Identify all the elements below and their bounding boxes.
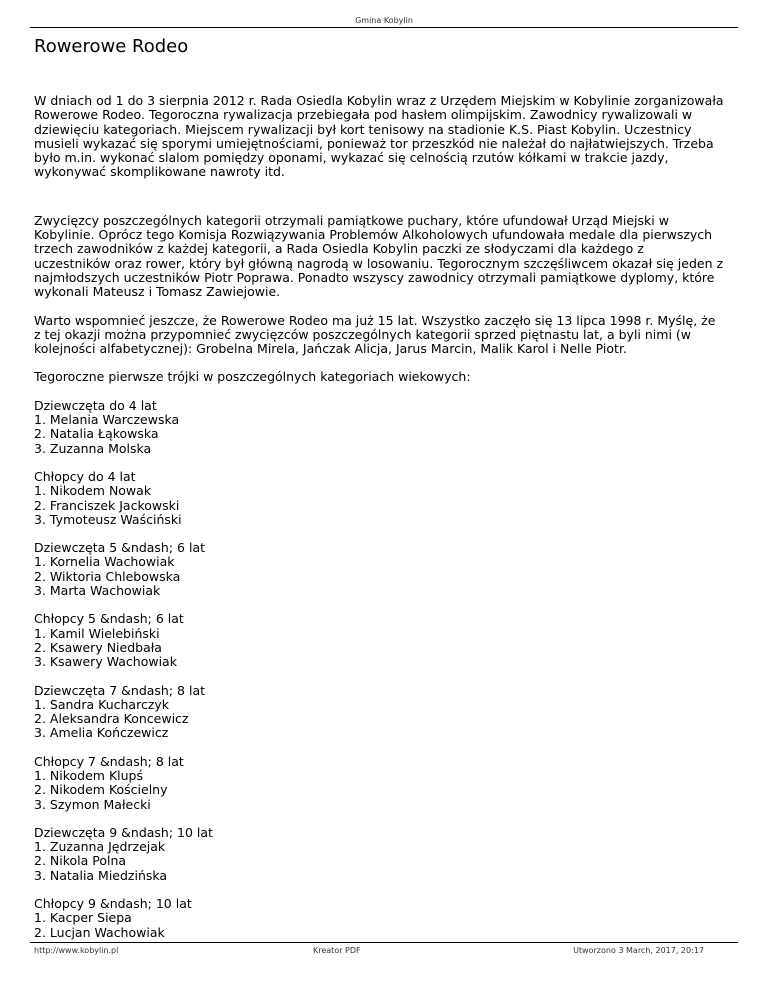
prizes-paragraph: Zwycięzcy poszczególnych kategorii otrzymali pamiątkowe puchary, które ufundował Urząd Miejski w Kobylinie. Oprócz tego Komisja Rozwiązywania Problemów Alkoholowych ufundowała medale dla pierwszych trzech zawodników z każdej kategorii, a Rada Osiedla Kobylin paczki ze słodyczami dla każdego z uczestników oraz rower, który był główną nagrodą w losowaniu. Tegorocznym szczęśliwcem okazał się jeden z najmłodszych uczestników Piotr Poprawa. Ponadto wszyscy zawodnicy otrzymali pamiątkowe dyplomy, które wykonali Mateusz i Tomasz Zawiejowie.: [34, 212, 724, 300]
result-line: 1. Sandra Kucharczyk: [34, 696, 170, 712]
page-header: Gmina Kobylin: [355, 16, 413, 25]
category-girls-5-6: [34, 541, 724, 598]
category-girls-9-10: [34, 826, 724, 883]
result-line: 3. Ksawery Wachowiak: [34, 654, 177, 670]
intro-paragraph: W dniach od 1 do 3 sierpnia 2012 r. Rada Osiedla Kobylin wraz z Urzędem Miejskim w Kobylinie zorganizowała Rowerowe Rodeo. Tegoroczna rywalizacja przebiegała pod hasłem olimpijskim. Zawodnicy rywalizowali w dziewięciu kategoriach. Miejscem rywalizacji był kort tenisowy na stadionie K.S. Piast Kobylin. Uczestnicy musieli wykazać się sporymi umiejętnościami, ponieważ tor przeszkód nie należał do najłatwiejszych. Trzeba było m.in. wykonać slalom pomiędzy oponami, wykazać się celnością rzutów kółkami w trakcie jazdy, wykonywać skomplikowane nawroty itd.: [34, 93, 724, 180]
category-heading: Dziewczęta 9 &ndash; 10 lat: [34, 824, 213, 840]
category-heading: Dziewczęta 7 &ndash; 8 lat: [34, 682, 206, 698]
result-line: 1. Nikodem Klupś: [34, 767, 143, 783]
result-line: 1. Melania Warczewska: [34, 412, 180, 428]
history-paragraph: Warto wspomnieć jeszcze, że Rowerowe Rodeo ma już 15 lat. Wszystko zaczęło się 13 lipca 1998 r. Myślę, że z tej okazji można przypomnieć zwycięzców poszczególnych kategorii sprzed piętnastu lat, a byli nimi (w kolejności alfabetycznej): Grobelna Mirela, Jańczak Alicja, Jarus Marcin, Malik Karol i Nelle Piotr.: [34, 312, 716, 357]
result-line: 3. Natalia Miedzińska: [34, 867, 168, 883]
result-line: 1. Kamil Wielebiński: [34, 625, 160, 641]
result-line: 2. Lucjan Wachowiak: [34, 924, 165, 940]
category-girls-7-8: [34, 684, 724, 741]
footer-divider: [30, 942, 738, 943]
category-heading: Chłopcy 7 &ndash; 8 lat: [34, 753, 184, 769]
category-heading: Chłopcy 9 &ndash; 10 lat: [34, 896, 192, 912]
category-heading: Dziewczęta 5 &ndash; 6 lat: [34, 540, 206, 556]
article-body: [34, 94, 724, 954]
result-line: 2. Franciszek Jackowski: [34, 497, 180, 513]
result-line: 2. Ksawery Niedbała: [34, 639, 162, 655]
category-boys-up-to-4: [34, 470, 724, 527]
category-heading: Chłopcy do 4 lat: [34, 468, 136, 484]
category-boys-7-8: [34, 755, 724, 812]
result-line: 1. Nikodem Nowak: [34, 483, 152, 499]
result-line: 2. Natalia Łąkowska: [34, 426, 159, 442]
header-divider: [30, 27, 738, 28]
category-heading: Chłopcy 5 &ndash; 6 lat: [34, 611, 184, 627]
result-line: 2. Nikodem Kościelny: [34, 782, 168, 798]
footer-url: http://www.kobylin.pl: [34, 946, 119, 955]
result-line: 2. Wiktoria Chlebowska: [34, 568, 181, 584]
category-girls-up-to-4: [34, 399, 724, 456]
result-line: 3. Marta Wachowiak: [34, 583, 161, 599]
article-title: Rowerowe Rodeo: [34, 36, 189, 57]
result-line: 1. Zuzanna Jędrzejak: [34, 839, 166, 855]
results-intro-paragraph: Tegoroczne pierwsze trójki w poszczególnych kategoriach wiekowych:: [34, 369, 471, 385]
category-heading: Dziewczęta do 4 lat: [34, 397, 157, 413]
category-boys-5-6: [34, 612, 724, 669]
footer-generator: Kreator PDF: [313, 946, 361, 955]
result-line: 2. Nikola Polna: [34, 853, 127, 869]
result-line: 1. Kornelia Wachowiak: [34, 554, 175, 570]
result-line: 1. Kacper Siepa: [34, 910, 132, 926]
result-line: 3. Amelia Kończewicz: [34, 725, 169, 741]
result-line: 3. Zuzanna Molska: [34, 440, 152, 456]
result-line: 3. Szymon Małecki: [34, 796, 151, 812]
footer-created-date: Utworzono 3 March, 2017, 20:17: [573, 946, 704, 955]
result-line: 2. Aleksandra Koncewicz: [34, 711, 189, 727]
category-boys-9-10: [34, 897, 724, 940]
result-line: 3. Tymoteusz Waściński: [34, 511, 182, 527]
